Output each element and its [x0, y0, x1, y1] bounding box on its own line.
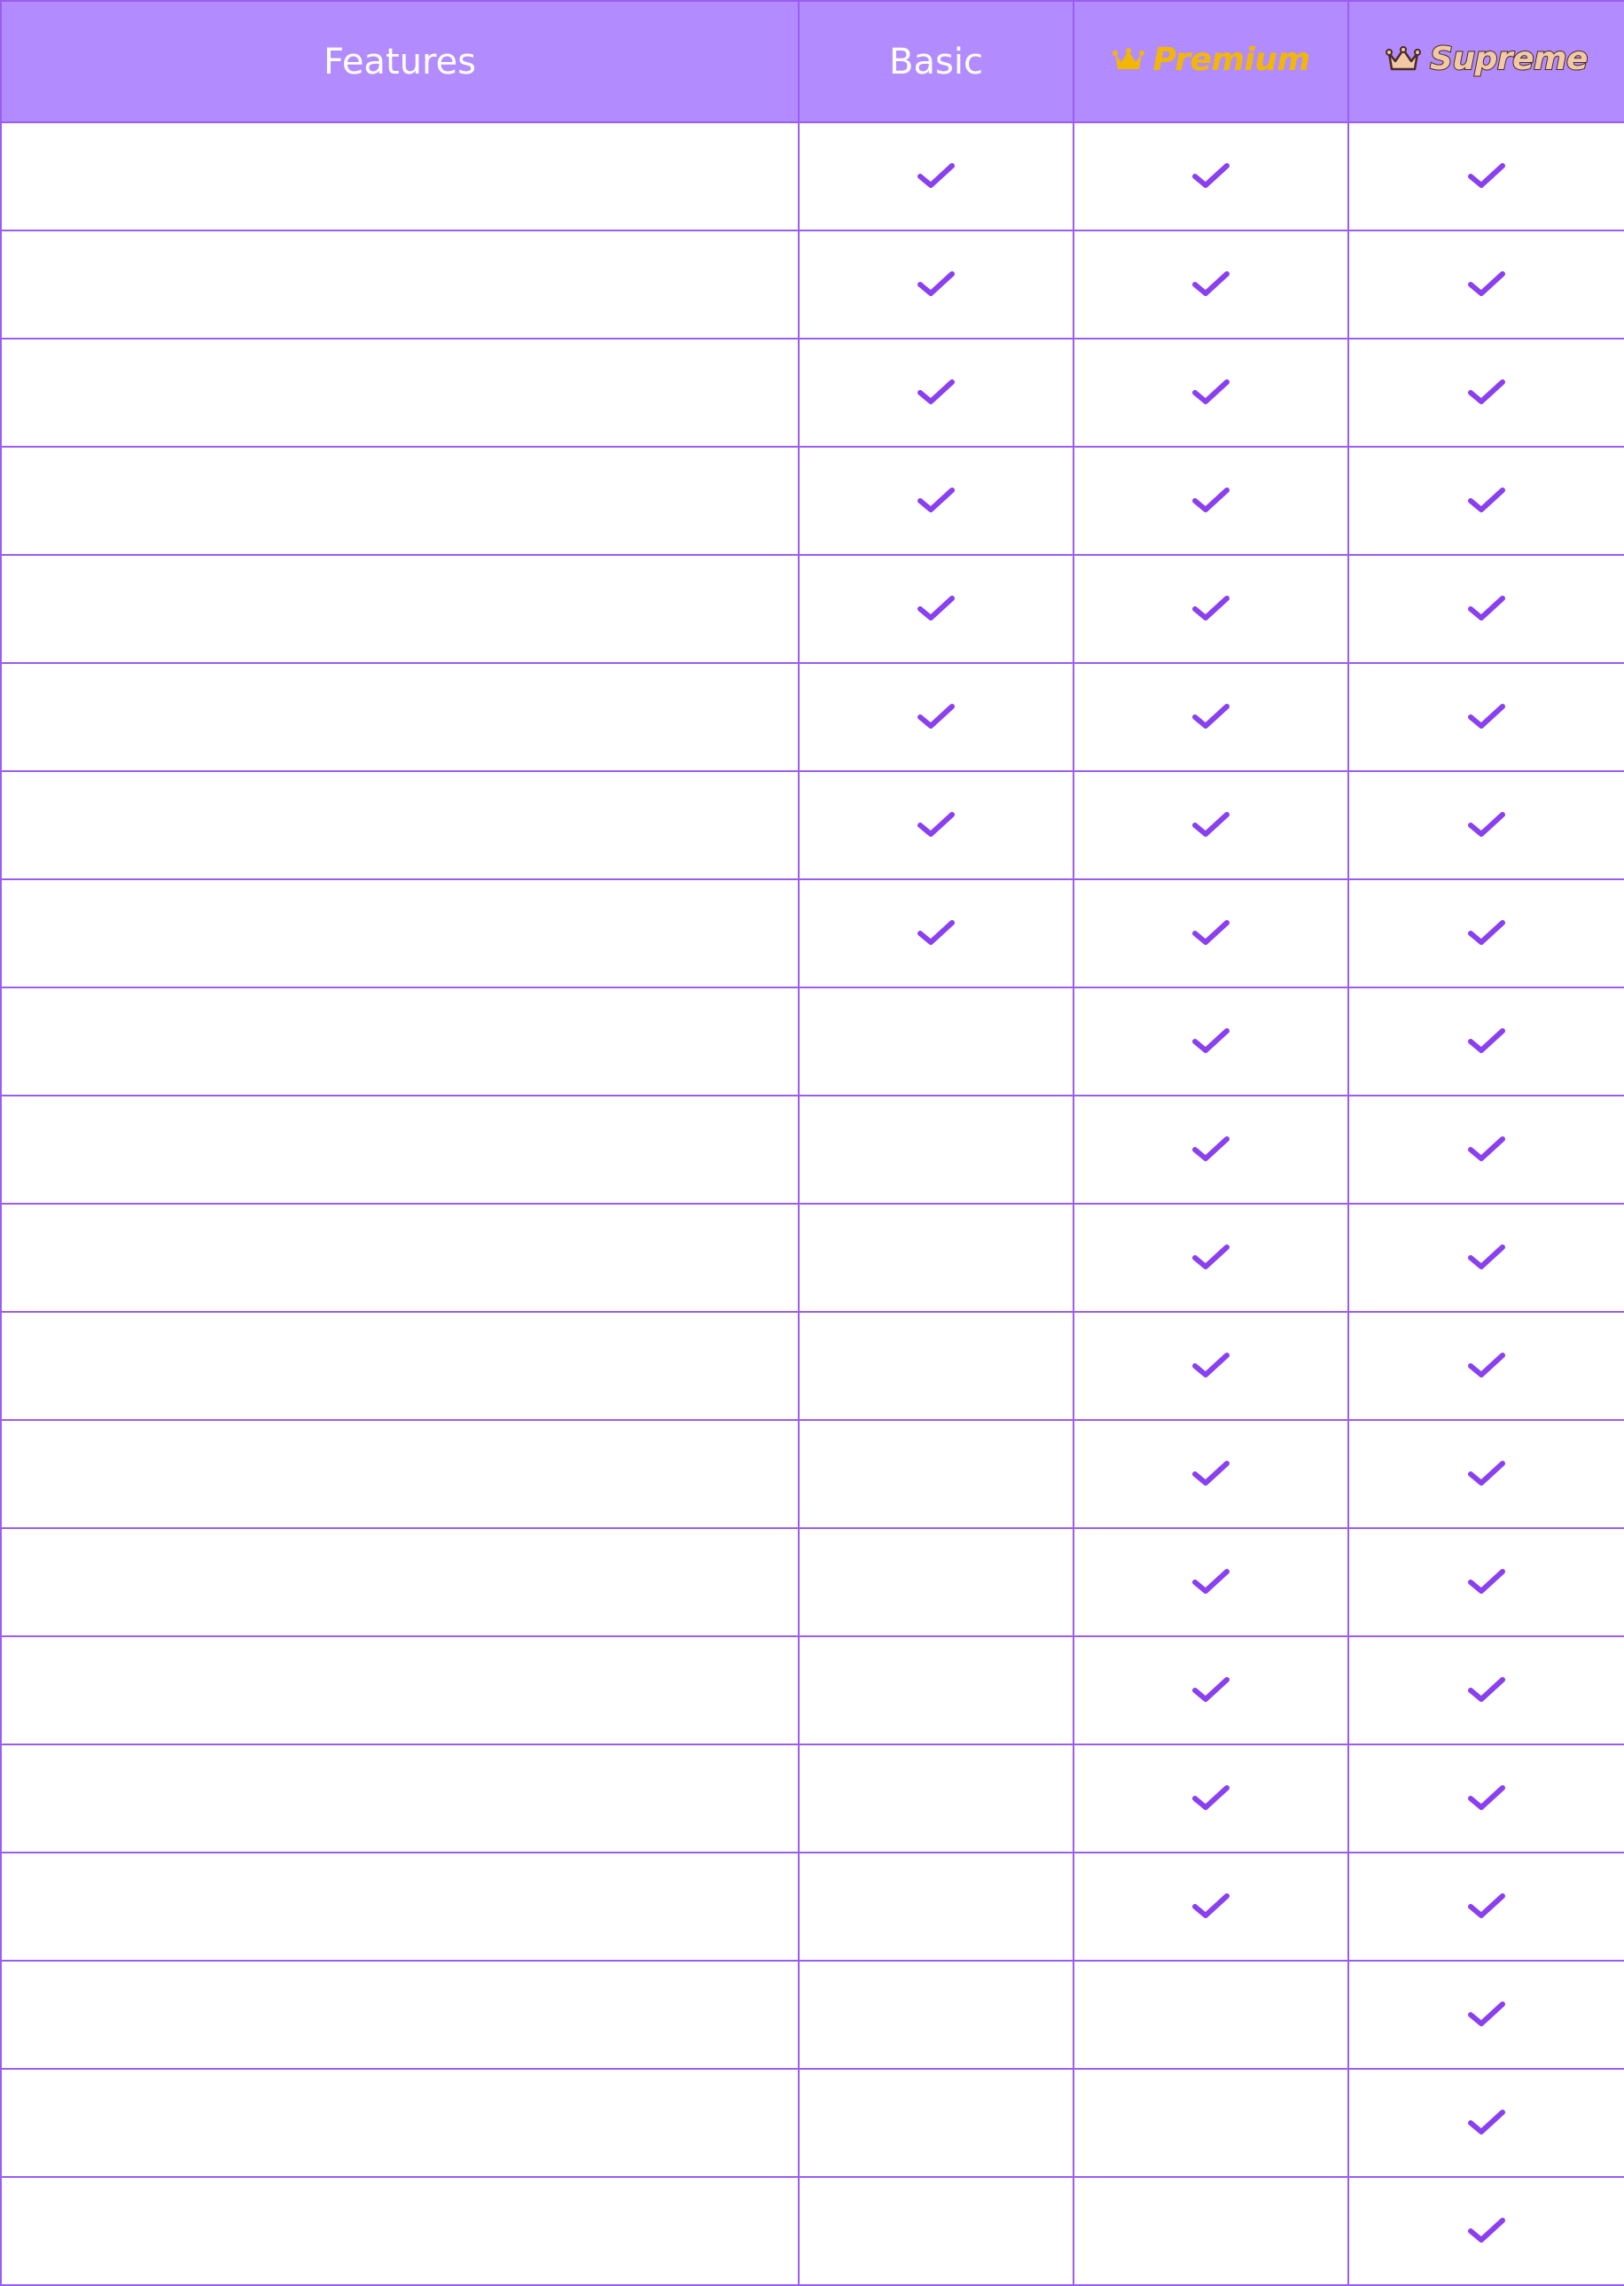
- feature-cell: [1, 771, 799, 879]
- basic-cell: [799, 1744, 1074, 1853]
- premium-cell: [1074, 1636, 1348, 1744]
- supreme-cell: [1348, 771, 1624, 879]
- check-icon: [1190, 1350, 1232, 1382]
- table-row: [1, 447, 1624, 555]
- check-icon: [1190, 1674, 1232, 1706]
- check-icon: [1465, 1134, 1508, 1166]
- check-icon: [1190, 1566, 1232, 1598]
- table-row: [1, 122, 1624, 230]
- premium-cell: [1074, 1744, 1348, 1853]
- feature-cell: [1, 122, 799, 230]
- premium-cell: [1074, 663, 1348, 771]
- feature-cell: [1, 447, 799, 555]
- table-row: [1, 555, 1624, 663]
- supreme-cell: [1348, 1961, 1624, 2069]
- premium-cell: [1074, 1096, 1348, 1204]
- supreme-cell: [1348, 987, 1624, 1096]
- table-row: [1, 663, 1624, 771]
- supreme-cell: [1348, 1096, 1624, 1204]
- table-row: [1, 1312, 1624, 1420]
- premium-cell: [1074, 122, 1348, 230]
- check-icon: [1465, 701, 1508, 733]
- feature-cell: [1, 1636, 799, 1744]
- table-body: [1, 122, 1624, 2285]
- feature-cell: [1, 1528, 799, 1636]
- supreme-cell: [1348, 1636, 1624, 1744]
- basic-cell: [799, 447, 1074, 555]
- table-header: [1, 1, 1624, 122]
- basic-cell: [799, 1528, 1074, 1636]
- check-icon: [1465, 1999, 1508, 2031]
- premium-cell: [1074, 555, 1348, 663]
- check-icon: [1190, 701, 1232, 733]
- table-row: [1, 1744, 1624, 1853]
- check-icon: [1465, 1566, 1508, 1598]
- feature-cell: [1, 1744, 799, 1853]
- check-icon: [1465, 2215, 1508, 2247]
- check-icon: [1190, 917, 1232, 949]
- basic-cell: [799, 555, 1074, 663]
- check-icon: [1465, 2107, 1508, 2139]
- check-icon: [1465, 1026, 1508, 1057]
- basic-cell: [799, 230, 1074, 339]
- basic-plan-label: Basic: [889, 41, 983, 82]
- check-icon: [1190, 1242, 1232, 1274]
- check-icon: [1465, 593, 1508, 625]
- check-icon: [915, 269, 957, 300]
- table-row: [1, 1853, 1624, 1961]
- supreme-cell: [1348, 230, 1624, 339]
- check-icon: [1465, 1674, 1508, 1706]
- basic-cell: [799, 1420, 1074, 1528]
- basic-cell: [799, 2177, 1074, 2285]
- premium-cell: [1074, 1961, 1348, 2069]
- check-icon: [1190, 485, 1232, 517]
- supreme-plan-label: Supreme: [1430, 41, 1588, 78]
- basic-cell: [799, 879, 1074, 987]
- premium-column-header: [1074, 1, 1348, 122]
- feature-cell: [1, 1853, 799, 1961]
- premium-cell: [1074, 2069, 1348, 2177]
- supreme-cell: [1348, 122, 1624, 230]
- check-icon: [1465, 1242, 1508, 1274]
- premium-cell: [1074, 1312, 1348, 1420]
- table-row: [1, 879, 1624, 987]
- supreme-cell: [1348, 1312, 1624, 1420]
- feature-cell: [1, 230, 799, 339]
- feature-cell: [1, 555, 799, 663]
- basic-column-header: [799, 1, 1074, 122]
- check-icon: [1190, 160, 1232, 192]
- supreme-cell: [1348, 1420, 1624, 1528]
- check-icon: [1190, 269, 1232, 300]
- basic-cell: [799, 1853, 1074, 1961]
- basic-cell: [799, 1204, 1074, 1312]
- check-icon: [1465, 160, 1508, 192]
- table-row: [1, 1636, 1624, 1744]
- header-row: [1, 1, 1624, 122]
- check-icon: [1465, 1350, 1508, 1382]
- table-row: [1, 230, 1624, 339]
- basic-cell: [799, 1636, 1074, 1744]
- basic-plan-title: [889, 42, 983, 82]
- check-icon: [915, 701, 957, 733]
- basic-cell: [799, 1312, 1074, 1420]
- premium-cell: [1074, 339, 1348, 447]
- table-row: [1, 1961, 1624, 2069]
- basic-cell: [799, 1961, 1074, 2069]
- premium-cell: [1074, 771, 1348, 879]
- basic-cell: [799, 2069, 1074, 2177]
- feature-cell: [1, 879, 799, 987]
- supreme-cell: [1348, 663, 1624, 771]
- feature-cell: [1, 663, 799, 771]
- premium-cell: [1074, 879, 1348, 987]
- check-icon: [1190, 1783, 1232, 1814]
- supreme-cell: [1348, 1204, 1624, 1312]
- table-row: [1, 1096, 1624, 1204]
- table-row: [1, 987, 1624, 1096]
- check-icon: [1190, 1026, 1232, 1057]
- premium-cell: [1074, 230, 1348, 339]
- check-icon: [915, 377, 957, 409]
- table-row: [1, 339, 1624, 447]
- supreme-cell: [1348, 1853, 1624, 1961]
- check-icon: [1190, 1891, 1232, 1923]
- basic-cell: [799, 1096, 1074, 1204]
- table-row: [1, 2069, 1624, 2177]
- check-icon: [915, 593, 957, 625]
- check-icon: [915, 485, 957, 517]
- check-icon: [1465, 917, 1508, 949]
- feature-cell: [1, 1961, 799, 2069]
- table-row: [1, 1204, 1624, 1312]
- supreme-cell: [1348, 555, 1624, 663]
- basic-cell: [799, 771, 1074, 879]
- premium-cell: [1074, 987, 1348, 1096]
- premium-cell: [1074, 1420, 1348, 1528]
- table-row: [1, 2177, 1624, 2285]
- premium-cell: [1074, 447, 1348, 555]
- supreme-plan-title: [1386, 41, 1588, 77]
- basic-cell: [799, 122, 1074, 230]
- supreme-column-header: [1348, 1, 1624, 122]
- crown-icon: [1386, 45, 1421, 74]
- table-row: [1, 771, 1624, 879]
- feature-cell: [1, 2177, 799, 2285]
- check-icon: [1465, 1458, 1508, 1490]
- premium-cell: [1074, 2177, 1348, 2285]
- feature-cell: [1, 1312, 799, 1420]
- check-icon: [915, 809, 957, 841]
- check-icon: [1465, 1783, 1508, 1814]
- table-row: [1, 1420, 1624, 1528]
- feature-cell: [1, 1420, 799, 1528]
- supreme-cell: [1348, 339, 1624, 447]
- check-icon: [1190, 1458, 1232, 1490]
- check-icon: [915, 917, 957, 949]
- premium-plan-title: [1113, 42, 1310, 78]
- check-icon: [1190, 593, 1232, 625]
- premium-cell: [1074, 1853, 1348, 1961]
- features-column-header: [1, 1, 799, 122]
- check-icon: [1465, 269, 1508, 300]
- check-icon: [1465, 485, 1508, 517]
- crown-icon: [1113, 47, 1144, 74]
- check-icon: [1190, 1134, 1232, 1166]
- supreme-cell: [1348, 447, 1624, 555]
- features-header-label: Features: [324, 41, 476, 82]
- check-icon: [915, 160, 957, 192]
- supreme-cell: [1348, 879, 1624, 987]
- feature-cell: [1, 987, 799, 1096]
- table-row: [1, 1528, 1624, 1636]
- basic-cell: [799, 339, 1074, 447]
- premium-plan-label: Premium: [1152, 42, 1310, 78]
- feature-cell: [1, 1096, 799, 1204]
- supreme-cell: [1348, 2069, 1624, 2177]
- check-icon: [1190, 377, 1232, 409]
- premium-cell: [1074, 1528, 1348, 1636]
- check-icon: [1190, 809, 1232, 841]
- supreme-cell: [1348, 1744, 1624, 1853]
- feature-cell: [1, 2069, 799, 2177]
- feature-cell: [1, 1204, 799, 1312]
- basic-cell: [799, 987, 1074, 1096]
- feature-cell: [1, 339, 799, 447]
- supreme-cell: [1348, 1528, 1624, 1636]
- check-icon: [1465, 1891, 1508, 1923]
- check-icon: [1465, 377, 1508, 409]
- check-icon: [1465, 809, 1508, 841]
- basic-cell: [799, 663, 1074, 771]
- supreme-cell: [1348, 2177, 1624, 2285]
- premium-cell: [1074, 1204, 1348, 1312]
